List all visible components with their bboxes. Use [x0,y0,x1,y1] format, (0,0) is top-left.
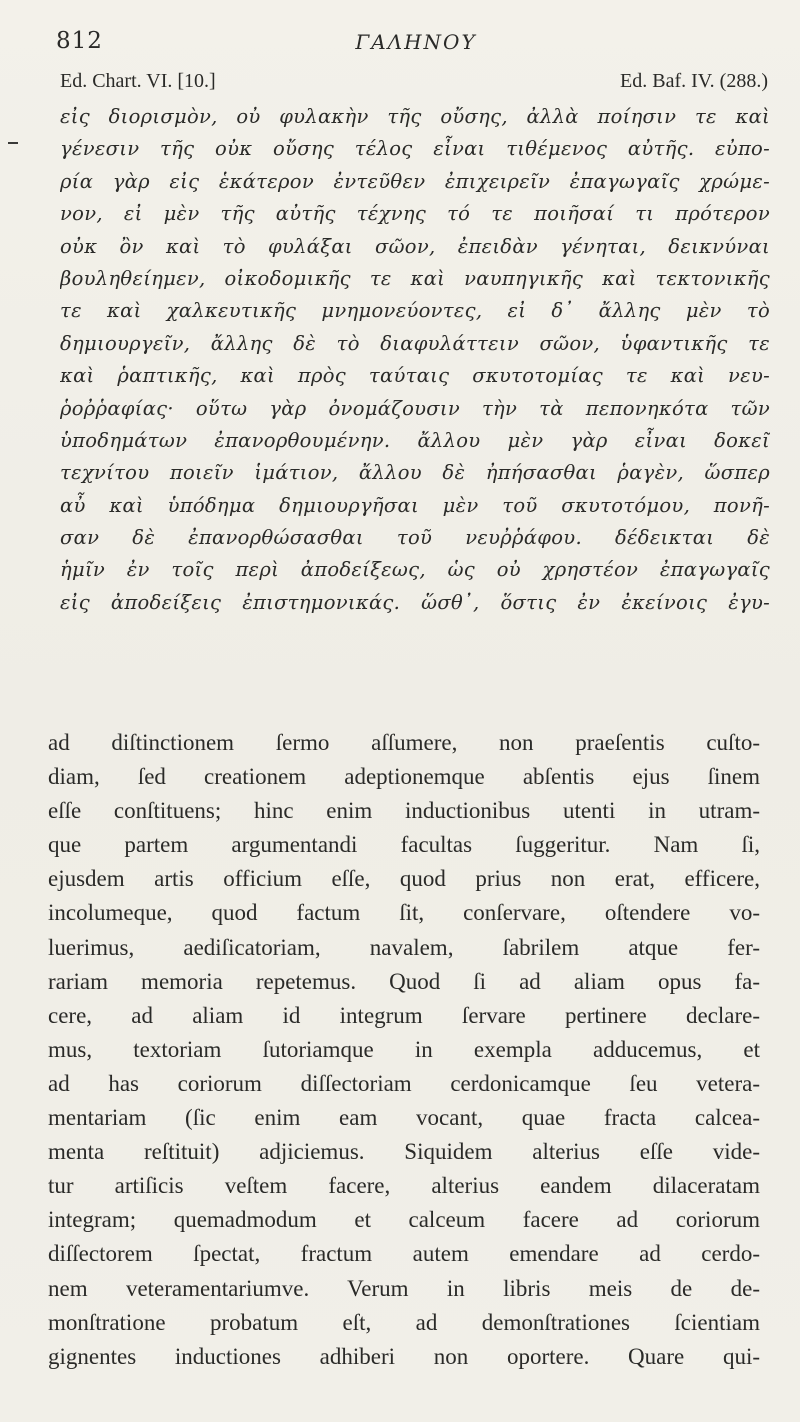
latin-line: diam, ſed creationem adeptionemque abſentis ejus ſinem [48,764,760,790]
latin-line: ad has coriorum diſſectoriam cerdonicamque ſeu vetera- [48,1070,760,1096]
latin-line: integram; quemadmodum et calceum facere ad coriorum [48,1207,760,1233]
latin-line: mentariam (ſic enim eam vocant, quae fracta calcea- [48,1105,760,1131]
edition-basel-reference: Ed. Baf. IV. (288.) [620,70,768,92]
greek-line: βουληθείημεν, οἰκοδομικῆς τε καὶ ναυπηγικῆς καὶ τεκτονικῆς [60,266,770,290]
greek-line: ρία γὰρ εἰς ἑκάτερον ἐντεῦθεν ἐπιχειρεῖν ἐπαγωγαῖς χρώμε- [60,169,770,193]
latin-line: eſſe conſtituens; hinc enim inductionibus utenti in utram- [48,798,760,824]
greek-line: εἰς ἀποδείξεις ἐπιστημονικάς. ὥσθ᾽, ὅστις ἐν ἐκείνοις ἐγυ- [60,590,770,614]
greek-line: τεχνίτου ποιεῖν ἱμάτιον, ἄλλου δὲ ἠπήσασθαι ῥαγὲν, ὥσπερ [60,461,770,485]
greek-line: τε καὶ χαλκευτικῆς μνημονεύοντες, εἰ δ᾽ ἄλλης μὲν τὸ [60,299,770,323]
page-number: 812 [56,28,103,54]
latin-line: diſſectorem ſpectat, fractum autem emendare ad cerdo- [48,1241,760,1267]
greek-line: δημιουργεῖν, ἄλλης δὲ τὸ διαφυλάττειν σῶον, ὑφαντικῆς τε [60,331,770,355]
latin-line: ejusdem artis officium eſſe, quod prius non erat, efficere, [48,866,760,892]
latin-line: ad diſtinctionem ſermo aſſumere, non praeſentis cuſto- [48,730,760,755]
greek-line: οὐκ ὂν καὶ τὸ φυλάξαι σῶον, ἐπειδὰν γένηται, δεικνύναι [60,234,770,258]
latin-line: tur artiſicis veſtem facere, alterius eandem dilaceratam [48,1173,760,1199]
greek-line: νον, εἰ μὲν τῆς αὐτῆς τέχνης τό τε ποιῆσαί τι πρότερον [60,202,770,226]
greek-text-block [60,101,770,619]
latin-line: luerimus, aediſicatoriam, navalem, ſabrilem atque fer- [48,934,760,960]
greek-line: ῥοῤῥαφίας· οὕτω γὰρ ὀνομάζουσιν τὴν τὰ πεπονηκότα τῶν [60,396,770,420]
greek-line: καὶ ῥαπτικῆς, καὶ πρὸς ταύταις σκυτοτομίας τε καὶ νευ- [60,364,770,388]
margin-dash-mark [8,142,18,144]
greek-line: γένεσιν τῆς οὐκ οὔσης τέλος εἶναι τιθέμενος αὐτῆς. εὐπο- [60,137,770,161]
greek-line: αὖ καὶ ὑπόδημα δημιουργῆσαι μὲν τοῦ σκυτοτόμου, πονῆ- [60,493,770,517]
latin-line: que partem argumentandi facultas ſuggeritur. Nam ſi, [48,832,760,858]
page-header [56,28,776,62]
latin-line: nem veteramentariumve. Verum in libris meis de de- [48,1275,760,1301]
edition-reference-line [60,70,768,98]
running-head: ΓΑΛΗΝΟΥ [355,30,477,54]
latin-line: cere, ad aliam id integrum ſervare pertinere declare- [48,1002,760,1028]
latin-line: mus, textoriam ſutoriamque in exempla adducemus, et [48,1036,760,1062]
latin-line: gignentes inductiones adhiberi non oportere. Quare qui- [48,1343,760,1369]
edition-chartier-reference: Ed. Chart. VI. [10.] [60,70,216,92]
latin-line: rariam memoria repetemus. Quod ſi ad aliam opus fa- [48,968,760,994]
greek-line: σαν δὲ ἐπανορθώσασθαι τοῦ νευῤῥάφου. δέδεικται δὲ [60,526,770,550]
greek-line: ὑποδημάτων ἐπανορθουμένην. ἄλλου μὲν γὰρ εἶναι δοκεῖ [60,428,770,452]
greek-line: εἰς διορισμὸν, οὐ φυλακὴν τῆς οὔσης, ἀλλὰ ποίησιν τε καὶ [60,105,770,128]
latin-line: menta reſtituit) adjiciemus. Siquidem alterius eſſe vide- [48,1139,760,1165]
latin-line: monſtratione probatum eſt, ad demonſtrationes ſcientiam [48,1309,760,1335]
latin-text-block [48,726,760,1374]
latin-line: incolumeque, quod factum ſit, conſervare, oſtendere vo- [48,900,760,926]
greek-line: ἡμῖν ἐν τοῖς περὶ ἀποδείξεως, ὡς οὐ χρηστέον ἐπαγωγαῖς [60,558,770,582]
